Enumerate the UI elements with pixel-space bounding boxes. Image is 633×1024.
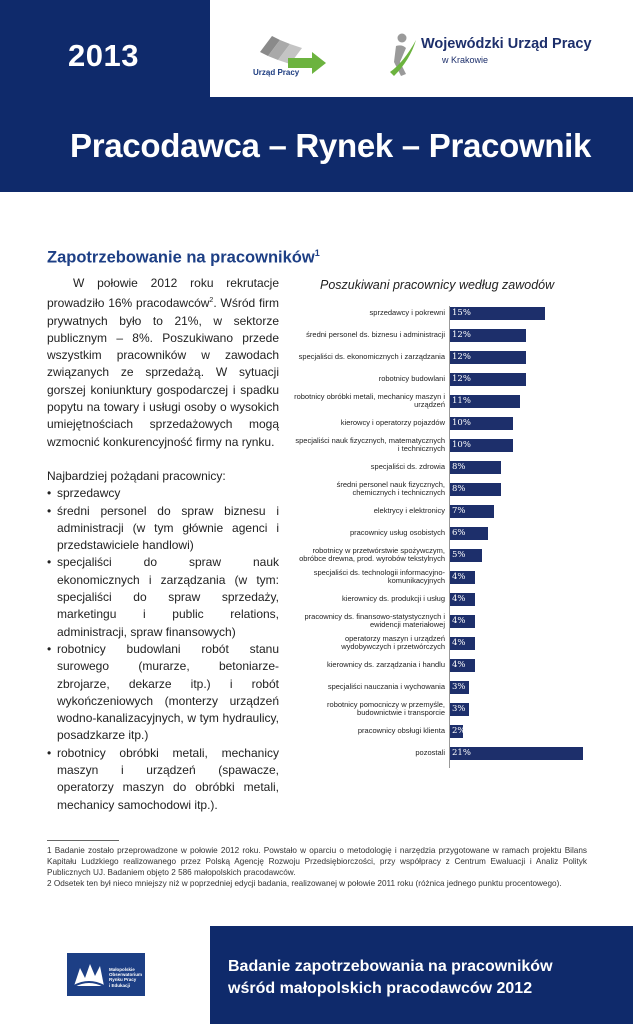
footer-title <box>228 956 553 1000</box>
chart-value-label: 4% <box>452 572 466 582</box>
chart-row <box>295 698 595 720</box>
chart-row <box>295 346 595 368</box>
section-title-text: Zapotrzebowanie na pracowników <box>47 248 315 267</box>
chart-bar <box>450 549 482 562</box>
chart-value-label: 3% <box>452 704 466 714</box>
chart-category-label: sprzedawcy i pokrewni <box>369 308 445 317</box>
chart-bar <box>450 703 469 716</box>
list-item <box>47 503 279 555</box>
chart-row <box>295 368 595 390</box>
footnotes <box>47 845 587 889</box>
list-item-text: robotnicy obróbki metali, mechanicy maszyn i urządzeń (spawacze, operatorzy maszyn do obróbki metali, mechanicy samochodowi itp.). <box>57 745 279 812</box>
bullet-icon: • <box>47 745 52 760</box>
list-item-text: specjaliści do spraw nauk ekonomicznych i zarządzania (w tym: specjaliści do spraw sprzedaży, marketingu i public relations, administracji, spraw finansowych) <box>57 555 279 639</box>
chart-value-label: 4% <box>452 594 466 604</box>
page-title: Pracodawca – Rynek – Pracownik <box>70 127 592 164</box>
list-item <box>47 641 279 745</box>
chart-category-label: specjaliści nauk fizycznych, matematycznych i technicznych <box>295 436 445 453</box>
chart-bar <box>450 505 494 518</box>
chart-category-label: specjaliści nauczania i wychowania <box>327 682 445 691</box>
chart-bar <box>450 307 545 320</box>
chart-category-label: specjaliści ds. ekonomicznych i zarządzania <box>298 352 445 361</box>
chart-bar <box>450 527 488 540</box>
org-city: w Krakowie <box>442 55 489 65</box>
chart-value-label: 2% <box>452 726 466 736</box>
chart-title: Poszukiwani pracownicy według zawodów <box>320 278 555 292</box>
year-label: 2013 <box>68 38 139 73</box>
chart-value-label: 10% <box>452 440 471 450</box>
wup-logo-icon <box>386 32 418 78</box>
chart-row <box>295 588 595 610</box>
chart-bar <box>450 725 466 738</box>
footnote-divider <box>47 840 119 841</box>
intro-text-2: . Wśród firm prywatnych było to 21%, w sektorze publicznym – 8%. Poszukiwano przede wszystkim pracowników w zawodach związanych ze sprzedażą. W sytuacji gorszej koniunktury gospodarczej i spadku popytu na towary i usługi osoby o wysokich umiejętnościach sprzedażowych mogą wzmocnić konkurencyjność firmy na rynku. <box>47 296 279 449</box>
list-item <box>47 554 279 640</box>
chart-row <box>295 566 595 588</box>
body-column <box>47 275 279 814</box>
chart-value-label: 7% <box>452 506 466 516</box>
chart-category-label: robotnicy obróbki metali, mechanicy maszyn i urządzeń <box>294 392 445 409</box>
list-item-text: sprzedawcy <box>57 486 121 501</box>
chart-row <box>295 302 595 324</box>
section-title-footnote-ref: 1 <box>314 248 320 258</box>
observatory-logo-text <box>109 967 142 988</box>
chart-category-label: pracownicy ds. finansowo-statystycznych i ewidencji materiałowej <box>304 612 445 629</box>
chart-category-label: operatorzy maszyn i urządzeń wydobywczych i przetwórczych <box>341 634 445 651</box>
chart-bar <box>450 439 513 452</box>
list-item <box>47 745 279 814</box>
chart-bar <box>450 659 475 672</box>
chart-bar <box>450 461 501 474</box>
chart-bar <box>450 329 526 342</box>
chart-row <box>295 456 595 478</box>
observatory-line-1: Małopolskie <box>109 967 135 972</box>
footer-title-line-1: Badanie zapotrzebowania na pracowników <box>228 958 553 975</box>
chart-value-label: 4% <box>452 638 466 648</box>
chart-bar <box>450 483 501 496</box>
chart-bar <box>450 637 475 650</box>
list-heading: Najbardziej pożądani pracownicy: <box>47 468 226 483</box>
urzad-pracy-logo-label: Urząd Pracy <box>253 68 300 77</box>
chart-row <box>295 676 595 698</box>
chart-value-label: 3% <box>452 682 466 692</box>
chart-row <box>295 720 595 742</box>
section-title <box>47 248 320 268</box>
chart-row <box>295 610 595 632</box>
observatory-logo <box>67 953 145 996</box>
chart-value-label: 12% <box>452 330 471 340</box>
chart-category-label: średni personel ds. biznesu i administracji <box>306 330 445 339</box>
chart-bar <box>450 417 513 430</box>
bullet-icon: • <box>47 486 52 501</box>
chart-row <box>295 434 595 456</box>
chart-category-label: pozostali <box>415 748 445 757</box>
logo-area <box>210 0 633 97</box>
chart-category-label: kierownicy ds. zarządzania i handlu <box>327 660 445 669</box>
wanted-workers-list <box>47 485 279 814</box>
intro-text-1: W połowie 2012 roku rekrutacje prowadziło 16% pracodawców <box>47 276 279 311</box>
chart-bar <box>450 747 583 760</box>
chart-category-label: robotnicy pomocniczy w przemyśle, budownictwie i transporcie <box>327 700 445 717</box>
chart-value-label: 12% <box>452 352 471 362</box>
observatory-logo-icon <box>72 958 106 991</box>
chart-category-label: specjaliści ds. zdrowia <box>370 462 445 471</box>
chart-category-label: robotnicy budowlani <box>378 374 445 383</box>
chart-bar <box>450 373 526 386</box>
chart-bar <box>450 571 475 584</box>
chart-category-label: kierownicy ds. produkcji i usług <box>342 594 445 603</box>
observatory-line-4: i Edukacji <box>109 982 131 988</box>
chart-row <box>295 412 595 434</box>
chart-category-label: robotnicy w przetwórstwie spożywczym, obróbce drewna, prod. wyrobów tekstylnych <box>299 546 445 563</box>
chart-value-label: 4% <box>452 660 466 670</box>
bullet-icon: • <box>47 503 52 518</box>
chart-category-label: kierowcy i operatorzy pojazdów <box>340 418 445 427</box>
observatory-line-2: Obserwatorium <box>109 972 143 978</box>
chart-category-label: specjaliści ds. technologii informacyjno-komunikacyjnych <box>313 568 445 585</box>
year-box <box>0 0 210 97</box>
chart-category-label: pracownicy usług osobistych <box>349 528 445 537</box>
occupation-bar-chart <box>295 302 595 772</box>
footer-title-line-2: wśród małopolskich pracodawców 2012 <box>228 980 533 997</box>
chart-value-label: 8% <box>452 462 466 472</box>
list-item <box>47 485 279 502</box>
chart-row <box>295 324 595 346</box>
list-item-text: robotnicy budowlani robót stanu surowego (murarze, betoniarze-zbrojarze, dekarze itp.) i robót wykończeniowych (monterzy urządzeń wodno-kanalizacyjnych, w tym hydraulicy, posadzkarze itp.) <box>57 641 279 743</box>
chart-value-label: 12% <box>452 374 471 384</box>
chart-category-label: średni personel nauk fizycznych, chemicznych i technicznych <box>336 480 445 497</box>
bullet-icon: • <box>47 555 52 570</box>
org-name: Wojewódzki Urząd Pracy <box>421 36 592 52</box>
list-item-text: średni personel do spraw biznesu i administracji (w tym głównie agenci i przedstawiciele handlowi) <box>57 503 279 553</box>
chart-bar <box>450 395 520 408</box>
footnote-1: 1 Badanie zostało przeprowadzone w połowie 2012 roku. Powstało w oparciu o metodologię i narzędzia przygotowane w ramach projektu Bilans Kapitału Ludzkiego realizowanego przez Polską Agencję Rozwoju Przedsiębiorczości, przy współpracy z Centrum Ewaluacji i Analiz Polityk Publicznych UJ. Badaniem objęto 2 586 małopolskich pracodawców. <box>47 846 587 877</box>
chart-bar <box>450 593 475 606</box>
chart-category-label: elektrycy i elektronicy <box>373 506 445 515</box>
chart-bar <box>450 615 475 628</box>
chart-row <box>295 544 595 566</box>
chart-value-label: 6% <box>452 528 466 538</box>
chart-value-label: 8% <box>452 484 466 494</box>
chart-value-label: 10% <box>452 418 471 428</box>
observatory-line-3: Rynku Pracy <box>109 977 137 983</box>
chart-bar <box>450 681 469 694</box>
chart-row <box>295 742 595 764</box>
chart-category-label: pracownicy obsługi klienta <box>357 726 445 735</box>
chart-row <box>295 522 595 544</box>
intro-paragraph <box>47 275 279 451</box>
chart-value-label: 4% <box>452 616 466 626</box>
chart-row <box>295 632 595 654</box>
chart-row <box>295 500 595 522</box>
chart-bar <box>450 351 526 364</box>
chart-row <box>295 654 595 676</box>
footer-title-box <box>210 926 633 1024</box>
bullet-icon: • <box>47 641 52 656</box>
intro-footnote-ref: 2 <box>209 297 214 305</box>
chart-value-label: 5% <box>452 550 466 560</box>
chart-value-label: 11% <box>452 396 471 406</box>
chart-value-label: 21% <box>452 748 471 758</box>
footnote-2: 2 Odsetek ten był nieco mniejszy niż w poprzedniej edycji badania, realizowanej w połowie 2011 roku (różnica jednego punktu procentowego). <box>47 879 562 888</box>
chart-row <box>295 478 595 500</box>
chart-row <box>295 390 595 412</box>
chart-value-label: 15% <box>452 308 471 318</box>
